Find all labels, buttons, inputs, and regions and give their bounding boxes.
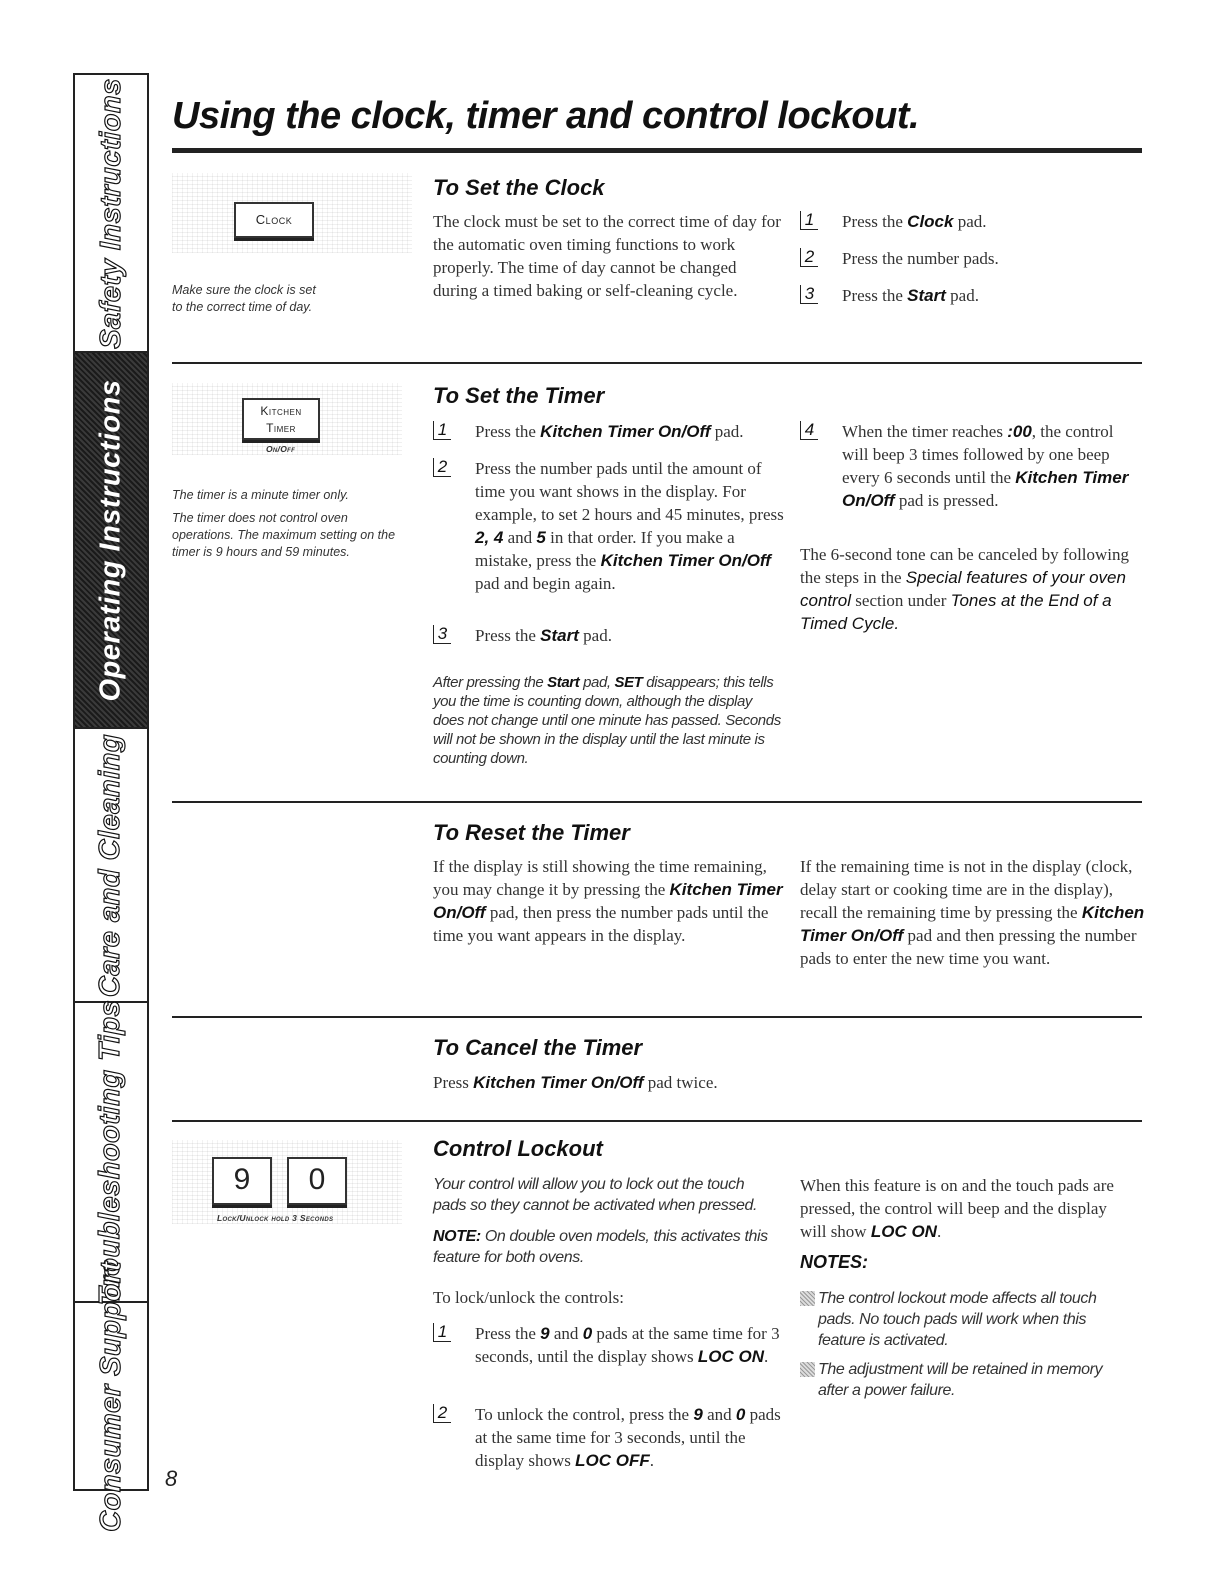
step-bold: LOC OFF	[575, 1451, 650, 1470]
reset-timer-left	[433, 855, 783, 947]
tab-care-and-cleaning[interactable]: Care and Cleaning	[75, 729, 147, 1003]
notes-heading: NOTES:	[800, 1252, 869, 1272]
note-label: NOTE:	[433, 1228, 481, 1245]
step-number: 3	[800, 285, 818, 304]
lockout-text: When this feature is on and the touch pads are pressed, the control will beep and the display will show	[800, 1176, 1114, 1241]
step-text: Press the	[475, 422, 541, 441]
pad-0-base	[287, 1205, 347, 1208]
tone-italic: Special features of your oven control	[800, 568, 1126, 610]
step-number: 2	[800, 248, 818, 267]
tab-troubleshooting-tips[interactable]: Troubleshooting Tips	[75, 1003, 147, 1303]
step-text: pad.	[578, 626, 612, 645]
timer-caption-1: The timer is a minute timer only.	[172, 488, 349, 502]
notes-item-2: The adjustment will be retained in memory after a power failure.	[818, 1361, 1103, 1399]
notes-item-1: The control lockout mode affects all touch pads. No touch pads will work when this feature is activated.	[818, 1290, 1097, 1349]
step-text: To unlock the control, press the	[475, 1405, 694, 1424]
clock-pad-base	[234, 238, 314, 241]
section-tabs	[73, 73, 149, 1532]
step-text: pads at the same time for 3 seconds, until the display shows	[475, 1405, 781, 1470]
tab-operating-instructions[interactable]: Operating Instructions	[75, 353, 147, 729]
step-bold: :00	[1007, 422, 1032, 441]
note-text: On double oven models, this activates this feature for both ovens.	[433, 1228, 768, 1266]
reset-text: pad, then press the number pads until the time you want appears in the display.	[433, 903, 769, 945]
kitchen-timer-pad	[242, 398, 320, 440]
step-text: pad.	[945, 286, 979, 305]
reset-text: If the remaining time is not in the display (clock, delay start or cooking time are in the display), recall the remaining time by pressing the	[800, 857, 1133, 922]
timer-panel-illustration	[172, 383, 402, 455]
bullet-icon	[800, 1362, 815, 1377]
reset-timer-right	[800, 855, 1145, 970]
cancel-timer-heading: To Cancel the Timer	[433, 1035, 643, 1060]
set-clock-step-1	[800, 210, 1172, 233]
step-text: Press the	[475, 1324, 541, 1343]
step-bold: 2, 4	[475, 528, 504, 547]
on-off-label: On/Off	[266, 444, 296, 454]
lockout-bold: LOC ON	[870, 1222, 937, 1241]
step-text: pad.	[710, 422, 744, 441]
step-bold: 0	[582, 1324, 593, 1343]
pad-label-timer: Timer	[266, 421, 296, 435]
lockout-intro: Your control will allow you to lock out the touch pads so they cannot be activated when pressed.	[433, 1176, 758, 1214]
bullet-icon	[800, 1291, 815, 1306]
tone-text: section under	[851, 591, 951, 610]
cancel-timer-text	[433, 1071, 1033, 1094]
reset-bold: Kitchen Timer On/Off	[800, 903, 1145, 945]
step-text: When the timer reaches	[842, 422, 1008, 441]
tone-text: The 6-second tone can be canceled by following the steps in the	[800, 545, 1130, 587]
step-bold: Kitchen Timer On/Off	[600, 551, 771, 570]
cancel-text: pad twice.	[643, 1073, 718, 1092]
step-text: pad.	[953, 212, 987, 231]
clock-caption-line-1: Make sure the clock is set	[172, 283, 316, 297]
step-text: Press the	[842, 212, 908, 231]
reset-text: pad and then pressing the number pads to enter the new time you want.	[800, 926, 1137, 968]
step-bold-clock: Clock	[907, 212, 954, 231]
reset-bold: Kitchen Timer On/Off	[433, 880, 783, 922]
pad-9-base	[212, 1205, 272, 1208]
step-bold: 0	[735, 1405, 746, 1424]
step-bold: Kitchen Timer On/Off	[842, 468, 1129, 510]
clock-panel-illustration	[172, 173, 412, 253]
set-clock-step-3	[800, 284, 1172, 307]
note-text: disappears; this tells you the time is counting down, although the display does not change until one minute has passed. Seconds will not be shown in the display until the last minute is counting down.	[433, 674, 781, 767]
note-bold: Start	[547, 674, 580, 691]
step-number: 2	[433, 1404, 451, 1423]
set-clock-heading: To Set the Clock	[433, 175, 605, 200]
step-bold: 9	[693, 1405, 703, 1424]
step-text: Press the	[842, 286, 908, 305]
set-timer-note	[433, 673, 783, 768]
step-bold: Start	[540, 626, 579, 645]
step-number: 1	[433, 1323, 451, 1342]
clock-caption	[172, 282, 316, 316]
tone-cancel-text	[800, 543, 1145, 635]
title-rule	[172, 148, 1142, 153]
page-title: Using the clock, timer and control lockout.	[172, 95, 920, 137]
number-0-pad: 0	[287, 1157, 347, 1205]
step-text: pad is pressed.	[894, 491, 999, 510]
control-lockout-heading: Control Lockout	[433, 1136, 603, 1161]
step-number: 4	[800, 421, 818, 440]
step-text: .	[649, 1451, 654, 1470]
section-divider	[172, 1016, 1142, 1018]
step-text: in that order. If you make a mistake, press the	[475, 528, 735, 570]
set-timer-step-3	[433, 624, 815, 647]
note-text: pad,	[579, 674, 615, 691]
lockout-lead: To lock/unlock the controls:	[433, 1288, 624, 1307]
reset-timer-heading: To Reset the Timer	[433, 820, 630, 845]
step-bold: LOC ON	[697, 1347, 764, 1366]
pad-label-kitchen: Kitchen	[260, 404, 302, 418]
step-number: 3	[433, 625, 451, 644]
step-text: Press the number pads.	[842, 249, 999, 268]
set-timer-step-1	[433, 420, 815, 443]
set-timer-heading: To Set the Timer	[433, 383, 605, 408]
lock-unlock-label: Lock/Unlock hold 3 Seconds	[217, 1213, 334, 1223]
timer-pad-base	[242, 440, 320, 443]
number-9-pad: 9	[212, 1157, 272, 1205]
note-text: After pressing the	[433, 674, 548, 691]
lockout-step-1	[433, 1322, 795, 1368]
step-text: Press the number pads until the amount of time you want shows in the display. For example, to set 2 hours and 45 minutes, press	[475, 459, 784, 524]
step-text: , the control will beep 3 times followed by one beep every 6 seconds until the	[842, 422, 1114, 487]
step-bold: 9	[540, 1324, 550, 1343]
clock-pad: Clock	[234, 202, 314, 238]
step-text: and	[702, 1405, 736, 1424]
clock-caption-line-2: to the correct time of day.	[172, 300, 313, 314]
reset-text: If the display is still showing the time remaining, you may change it by pressing the	[433, 857, 767, 899]
lockout-note	[433, 1226, 778, 1268]
step-text: Press the	[475, 626, 541, 645]
step-bold: 5	[536, 528, 546, 547]
cancel-bold: Kitchen Timer On/Off	[473, 1073, 644, 1092]
step-number: 1	[433, 421, 451, 440]
step-text: pad and begin again.	[475, 574, 616, 593]
tab-safety-instructions[interactable]: Safety Instructions	[75, 75, 147, 353]
tone-italic: Tones at the End of a Timed Cycle.	[800, 591, 1112, 633]
step-text: pads at the same time for 3 seconds, until the display shows	[475, 1324, 780, 1366]
tab-consumer-support[interactable]: Consumer Support	[94, 1260, 127, 1532]
page-number: 8	[165, 1466, 178, 1491]
section-divider	[172, 1120, 1142, 1122]
section-divider	[172, 362, 1142, 364]
step-text: and	[549, 1324, 583, 1343]
step-bold-start: Start	[907, 286, 946, 305]
step-text: and	[503, 528, 537, 547]
step-number: 1	[800, 211, 818, 230]
step-bold: Kitchen Timer On/Off	[540, 422, 711, 441]
lockout-text: .	[936, 1222, 942, 1241]
lockout-right-text	[800, 1174, 1130, 1243]
set-clock-step-2	[800, 247, 1172, 270]
set-timer-step-4	[800, 420, 1142, 512]
step-text: .	[764, 1347, 769, 1366]
step-number: 2	[433, 458, 451, 477]
section-divider	[172, 801, 1142, 803]
note-bold: SET	[614, 674, 643, 691]
cancel-text: Press	[433, 1073, 474, 1092]
timer-caption-2: The timer does not control oven operations. The maximum setting on the timer is 9 hours and 59 minutes.	[172, 511, 396, 559]
set-timer-step-2	[433, 457, 785, 595]
lockout-panel-illustration	[172, 1140, 402, 1224]
lockout-step-2	[433, 1403, 795, 1472]
set-clock-body: The clock must be set to the correct time of day for the automatic oven timing functions to work properly. The time of day cannot be changed during a timed baking or self-cleaning cycle.	[433, 212, 781, 300]
